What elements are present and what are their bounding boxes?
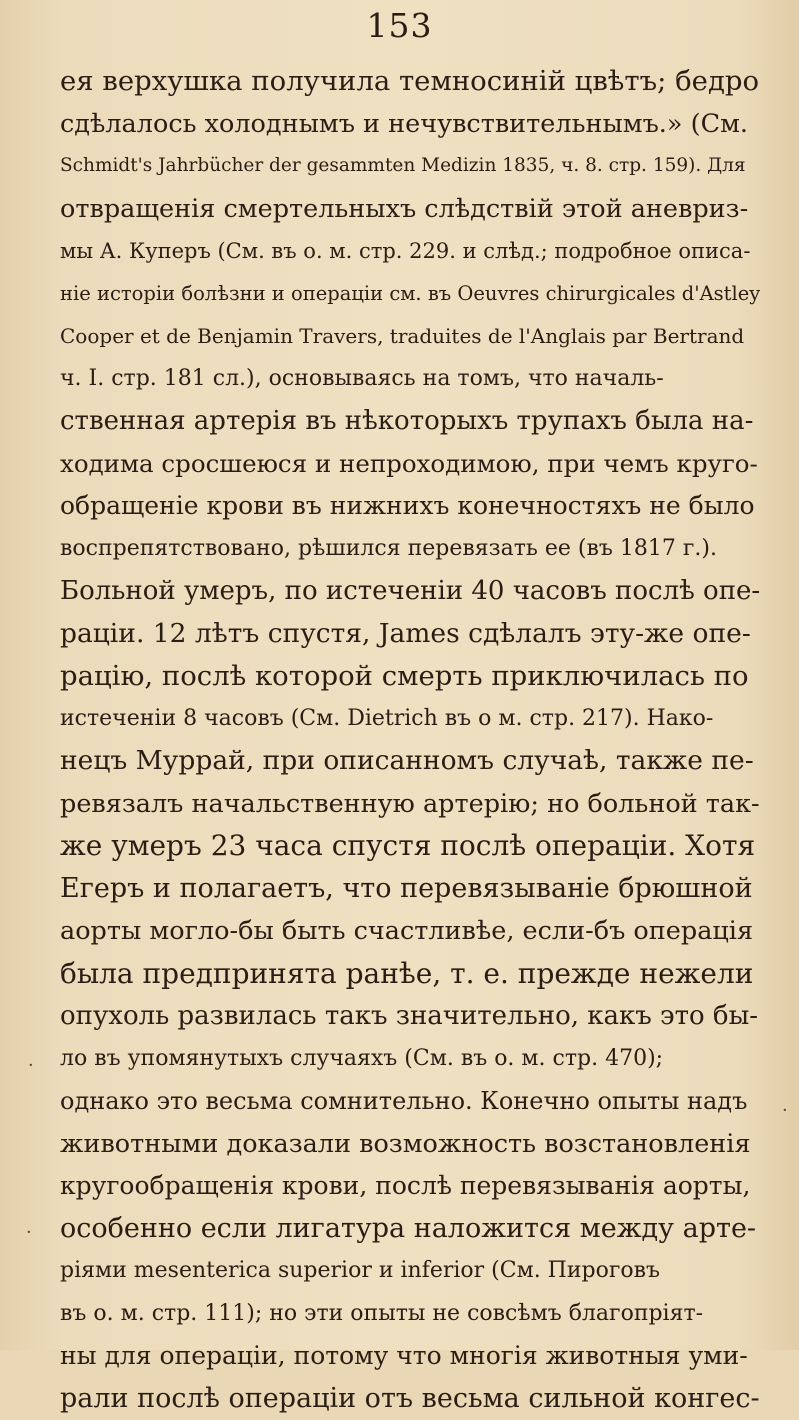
text-line: однако это весьма сомнительно. Конечно опыты надъ (60, 1080, 760, 1123)
margin-dot-mark: · (28, 1055, 34, 1076)
text-line: ственная артерія въ нѣкоторыхъ трупахъ была на- (60, 400, 760, 443)
margin-dot-mark: · (782, 1100, 788, 1121)
margin-dot-mark: · (26, 1222, 32, 1243)
text-line: рацію, послѣ которой смерть приключилась по (60, 655, 760, 698)
text-line: Егеръ и полагаетъ, что перевязываніе брюшной (60, 868, 760, 911)
text-line: животными доказали возможность возстановленія (60, 1123, 760, 1166)
text-line: нецъ Муррай, при описанномъ случаѣ, также пе- (60, 740, 760, 783)
text-line: раціи. 12 лѣтъ спустя, James сдѣлалъ эту-же опе- (60, 613, 760, 656)
text-line: отвращенія смертельныхъ слѣдствій этой аневриз- (60, 188, 760, 231)
text-line: Schmidt's Jahrbücher der gesammten Medizin 1835, ч. 8. стр. 159). Для (60, 145, 760, 188)
text-line: ревязалъ начальственную артерію; но больной так- (60, 783, 760, 826)
body-text (60, 60, 760, 1420)
page-number: 153 (0, 6, 799, 45)
text-line: Больной умеръ, по истеченіи 40 часовъ послѣ опе- (60, 570, 760, 613)
text-line: ея верхушка получила темносиній цвѣтъ; бедро (60, 60, 760, 103)
text-line: воспрепятствовано, рѣшился перевязать ее (въ 1817 г.). (60, 528, 760, 571)
text-line: Cooper et de Benjamin Travers, traduites de l'Anglais par Bertrand (60, 315, 760, 358)
text-line: же умеръ 23 часа спустя послѣ операціи. Хотя (60, 825, 760, 868)
text-line: обращеніе крови въ нижнихъ конечностяхъ не было (60, 485, 760, 528)
text-line: ходима сросшеюся и непроходимою, при чемъ круго- (60, 443, 760, 486)
text-line: аорты могло-бы быть счастливѣе, если-бъ операція (60, 910, 760, 953)
text-line: была предпринята ранѣе, т. е. прежде нежели (60, 953, 760, 996)
text-line: сдѣлалось холоднымъ и нечувствительнымъ.» (См. (60, 103, 760, 146)
text-line: особенно если лигатура наложится между арте- (60, 1208, 760, 1251)
text-line: ріями mesenterica superior и inferior (См. Пироговъ (60, 1250, 760, 1293)
text-line: ло въ упомянутыхъ случаяхъ (См. въ о. м. стр. 470); (60, 1038, 760, 1081)
text-line: кругообращенія крови, послѣ перевязыванія аорты, (60, 1165, 760, 1208)
text-line: истеченіи 8 часовъ (См. Dietrich въ о м. стр. 217). Нако- (60, 698, 760, 741)
text-line: ніе исторіи болѣзни и операціи см. въ Oeuvres chirurgicales d'Astley (60, 273, 760, 316)
text-line: ны для операціи, потому что многія животныя уми- (60, 1335, 760, 1378)
text-line: ч. I. стр. 181 сл.), основываясь на томъ, что началь- (60, 358, 760, 401)
text-line: опухоль развилась такъ значительно, какъ это бы- (60, 995, 760, 1038)
text-line: мы А. Куперъ (См. въ о. м. стр. 229. и слѣд.; подробное описа- (60, 230, 760, 273)
text-line: въ о. м. стр. 111); но эти опыты не совсѣмъ благопріят- (60, 1293, 760, 1336)
text-line: рали послѣ операціи отъ весьма сильной конгес- (60, 1378, 760, 1420)
